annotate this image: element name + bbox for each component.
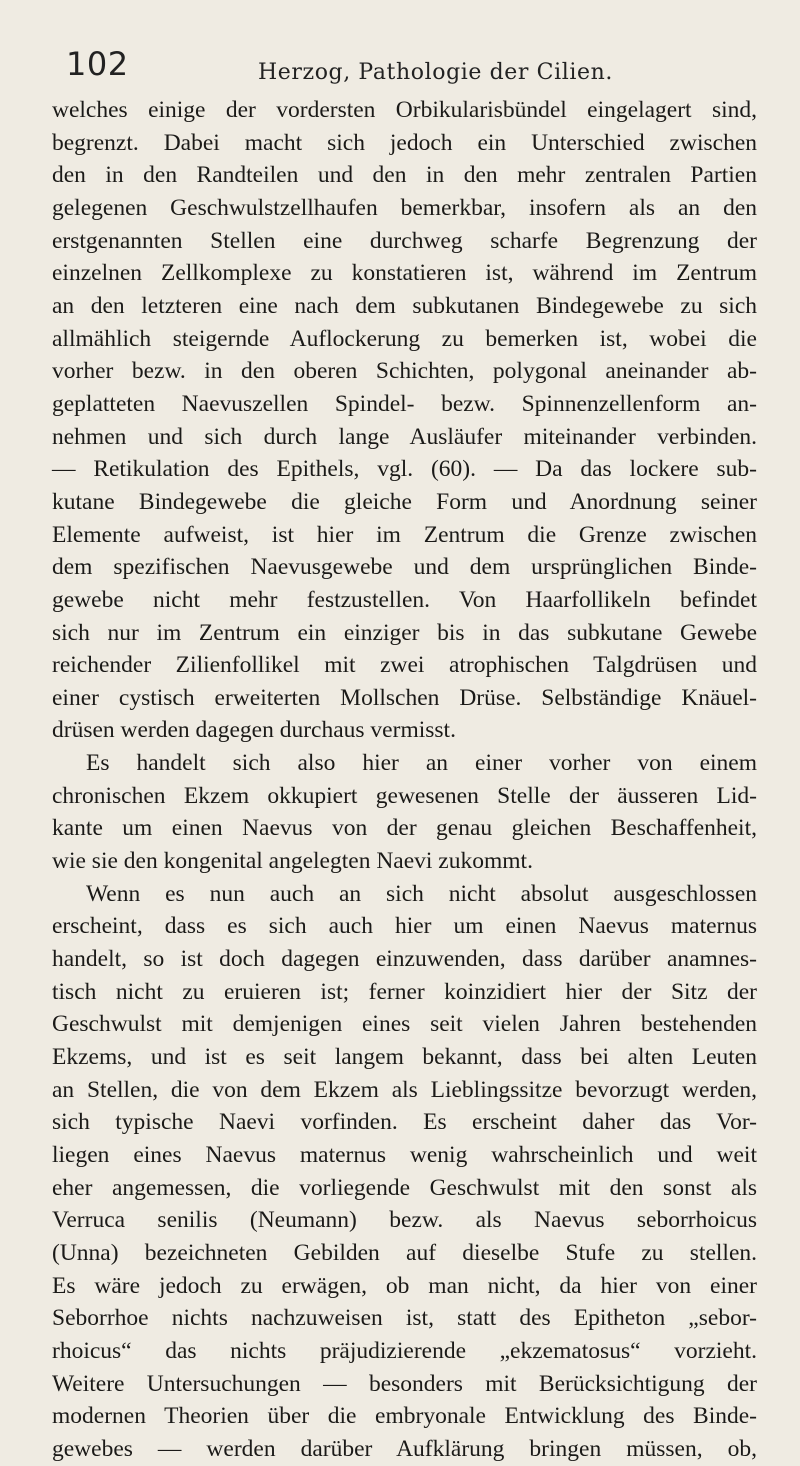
text-line: Seborrhoe nichts nachzuweisen ist, statt des Epitheton „sebor- <box>52 1305 757 1332</box>
text-line: Wenn es nun auch an sich nicht absolut ausgeschlossen <box>86 880 757 907</box>
text-line: eher angemessen, die vorliegende Geschwulst mit den sonst als <box>52 1174 757 1201</box>
running-title: Herzog, Pathologie der Cilien. <box>258 60 613 85</box>
text-line: erscheint, dass es sich auch hier um einen Naevus maternus <box>52 913 757 940</box>
text-line: Es handelt sich also hier an einer vorher von einem <box>86 750 757 777</box>
text-line: den in den Randteilen und den in den mehr zentralen Partien <box>52 162 757 189</box>
text-line: kante um einen Naevus von der genau gleichen Beschaffenheit, <box>52 815 757 842</box>
text-line: welches einige der vordersten Orbikularisbündel eingelagert sind, <box>52 97 757 123</box>
body-text <box>52 94 757 1466</box>
running-head <box>66 45 766 90</box>
paragraph <box>52 878 757 1466</box>
paragraph <box>52 747 757 878</box>
text-line: einer cystisch erweiterten Mollschen Drüse. Selbständige Knäuel- <box>52 684 757 711</box>
text-line: vorher bezw. in den oberen Schichten, polygonal aneinander ab- <box>52 358 757 385</box>
paragraph <box>52 94 757 747</box>
text-line: chronischen Ekzem okkupiert gewesenen Stelle der äusseren Lid- <box>52 782 757 809</box>
text-line: einzelnen Zellkomplexe zu konstatieren ist, während im Zentrum <box>52 260 757 287</box>
text-line: wie sie den kongenital angelegten Naevi zukommt. <box>52 848 533 875</box>
text-line: an Stellen, die von dem Ekzem als Lieblingssitze bevorzugt werden, <box>52 1076 757 1103</box>
page-number: 102 <box>66 45 129 83</box>
text-line: Weitere Untersuchungen — besonders mit Berücksichtigung der <box>52 1370 757 1397</box>
text-line: Elemente aufweist, ist hier im Zentrum die Grenze zwischen <box>52 521 757 548</box>
text-line: modernen Theorien über die embryonale Entwicklung des Binde- <box>52 1403 757 1430</box>
text-line: rhoicus“ das nichts präjudizierende „ekzematosus“ vorzieht. <box>52 1337 757 1364</box>
text-line: sich typische Naevi vorfinden. Es erscheint daher das Vor- <box>52 1109 757 1136</box>
text-line: liegen eines Naevus maternus wenig wahrscheinlich und weit <box>52 1142 757 1168</box>
text-line: tisch nicht zu eruieren ist; ferner koinzidiert hier der Sitz der <box>52 978 757 1005</box>
text-line: Es wäre jedoch zu erwägen, ob man nicht, da hier von einer <box>52 1272 757 1299</box>
text-line: begrenzt. Dabei macht sich jedoch ein Unterschied zwischen <box>52 129 757 156</box>
text-line: gelegenen Geschwulstzellhaufen bemerkbar, insofern als an den <box>52 194 757 221</box>
text-line: handelt, so ist doch dagegen einzuwenden, dass darüber anamnes- <box>52 946 757 973</box>
text-line: (Unna) bezeichneten Gebilden auf dieselbe Stufe zu stellen. <box>52 1239 757 1266</box>
text-line: an den letzteren eine nach dem subkutanen Bindegewebe zu sich <box>52 292 757 319</box>
text-line: Geschwulst mit demjenigen eines seit vielen Jahren bestehenden <box>52 1011 757 1038</box>
text-line: sich nur im Zentrum ein einziger bis in das subkutane Gewebe <box>52 619 757 646</box>
text-line: gewebes — werden darüber Aufklärung bringen müssen, ob, <box>52 1435 757 1462</box>
text-line: nehmen und sich durch lange Ausläufer miteinander verbinden. <box>52 423 757 450</box>
text-line: kutane Bindegewebe die gleiche Form und Anordnung seiner <box>52 488 757 515</box>
text-line: Verruca senilis (Neumann) bezw. als Naevus seborrhoicus <box>52 1207 757 1234</box>
text-line: reichender Zilienfollikel mit zwei atrophischen Talgdrüsen und <box>52 652 757 679</box>
text-line: erstgenannten Stellen eine durchweg scharfe Begrenzung der <box>52 227 757 254</box>
text-line: allmählich steigernde Auflockerung zu bemerken ist, wobei die <box>52 325 757 352</box>
text-line: geplatteten Naevuszellen Spindel- bezw. Spinnenzellenform an- <box>52 390 757 417</box>
text-line: Ekzems, und ist es seit langem bekannt, dass bei alten Leuten <box>52 1044 757 1071</box>
text-line: — Retikulation des Epithels, vgl. (60). — Da das lockere sub- <box>52 456 757 483</box>
text-line: gewebe nicht mehr festzustellen. Von Haarfollikeln befindet <box>52 586 757 613</box>
text-line: dem spezifischen Naevusgewebe und dem ursprünglichen Binde- <box>52 554 757 581</box>
text-line: drüsen werden dagegen durchaus vermisst. <box>52 717 456 744</box>
